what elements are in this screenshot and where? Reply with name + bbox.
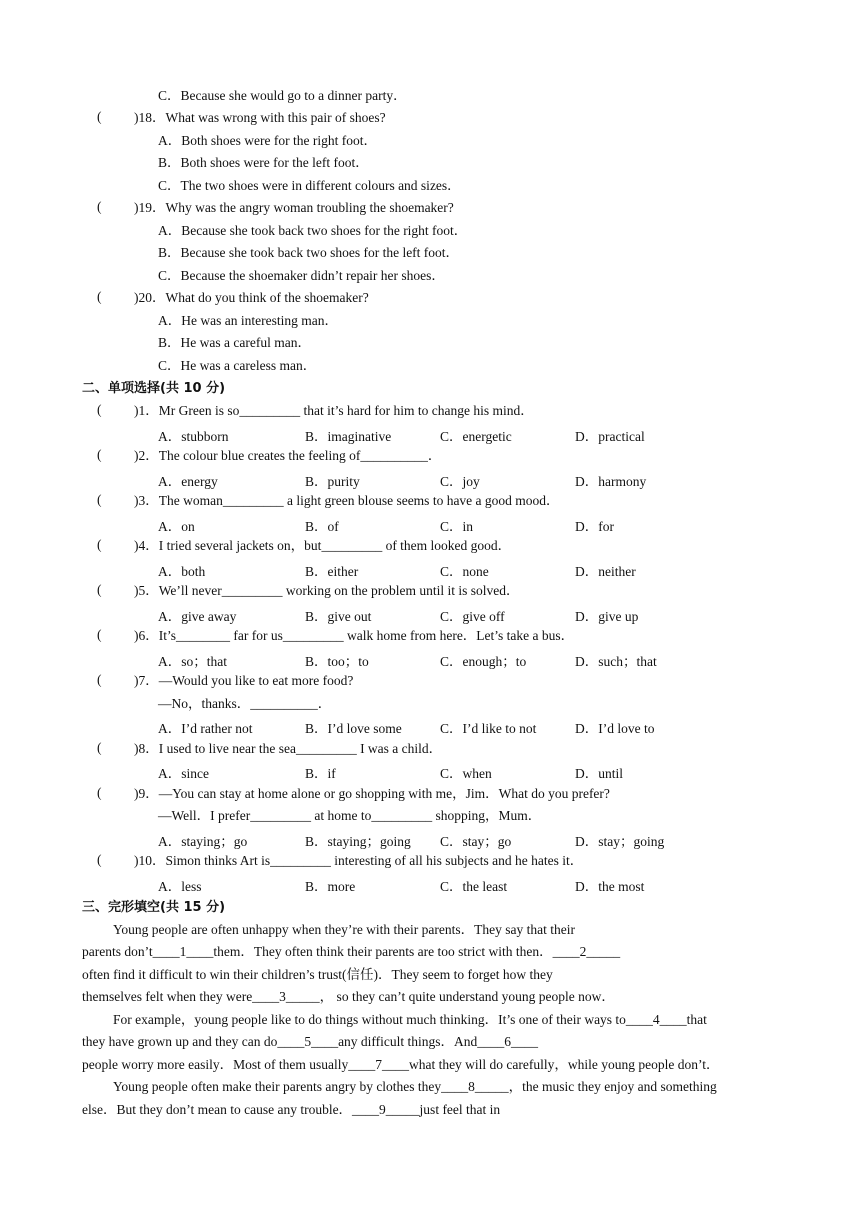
question-19: )19．Why was the angry woman troubling the shoemaker? — [134, 200, 454, 215]
answer-paren[interactable]: ( — [97, 109, 102, 124]
question-8-option-a[interactable]: A．since — [158, 766, 209, 781]
answer-paren[interactable]: ( — [97, 199, 102, 214]
question-10-stem: )10．Simon thinks Art is_________ interesting of all his subjects and he hates it． — [134, 853, 584, 868]
question-10-option-a[interactable]: A．less — [158, 878, 202, 894]
cloze-line-8: Young people often make their parents angry by clothes they____8_____，the music they enjoy and something — [113, 1079, 717, 1094]
section-3-title: 三、完形填空(共 15 分) — [82, 900, 226, 915]
answer-paren[interactable]: ( — [97, 492, 102, 507]
cloze-line-7: people worry more easily．Most of them usually____7____what they will do carefully，while young people don’t． — [82, 1057, 720, 1072]
q19-option-c: C．Because the shoemaker didn’t repair her shoes． — [158, 268, 445, 283]
question-10-option-c[interactable]: C．the least — [440, 878, 508, 894]
question-3-option-d[interactable]: D．for — [575, 518, 614, 534]
question-9-stem-reply: —Well．I prefer_________ at home to_________ shopping，Mum． — [158, 808, 542, 823]
question-9-option-c[interactable]: C．stay；go — [440, 833, 512, 849]
question-4-option-d[interactable]: D．neither — [575, 563, 636, 579]
cloze-line-6: they have grown up and they can do____5____any difficult things．And____6____ — [82, 1034, 539, 1049]
q18-option-a: A．Both shoes were for the right foot． — [158, 133, 377, 148]
question-3-option-b[interactable]: B．of — [305, 518, 339, 534]
question-8-option-c[interactable]: C．when — [440, 766, 492, 781]
question-5-option-d[interactable]: D．give up — [575, 608, 639, 624]
question-2-stem: )2．The colour blue creates the feeling of__________． — [134, 448, 442, 463]
question-20: )20．What do you think of the shoemaker? — [134, 290, 369, 305]
question-7-option-b[interactable]: B．I’d love some — [305, 721, 402, 736]
question-9-option-a[interactable]: A．staying；go — [158, 833, 248, 849]
q19-option-b: B．Because she took back two shoes for the left foot． — [158, 245, 460, 260]
question-10-option-b[interactable]: B．more — [305, 878, 356, 894]
question-7-stem: )7．—Would you like to eat more food? — [134, 673, 354, 688]
question-9-option-d[interactable]: D．stay；going — [575, 833, 665, 849]
cloze-line-5: For example，young people like to do things without much thinking．It’s one of their ways to____4____that — [113, 1012, 707, 1027]
cloze-line-2: parents don’t____1____them．They often think their parents are too strict with then．____2_____ — [82, 944, 621, 959]
question-6-option-a[interactable]: A．so；that — [158, 653, 227, 669]
question-4-stem: )4．I tried several jackets on，but_________ of them looked good． — [134, 538, 512, 553]
answer-paren[interactable]: ( — [97, 582, 102, 597]
q20-option-c: C．He was a careless man． — [158, 358, 317, 373]
question-4-option-b[interactable]: B．either — [305, 563, 359, 579]
answer-paren[interactable]: ( — [97, 447, 102, 462]
q18-option-c: C．The two shoes were in different colours and sizes． — [158, 178, 461, 193]
cloze-line-3: often find it difficult to win their children’s trust(信任)．They seem to forget how they — [82, 967, 553, 982]
question-7-stem-reply: —No，thanks．__________． — [158, 695, 332, 711]
answer-paren[interactable]: ( — [97, 627, 102, 642]
q20-option-b: B．He was a careful man． — [158, 335, 311, 350]
cloze-line-4: themselves felt when they were____3_____， so they can’t quite understand young people now． — [82, 989, 615, 1004]
question-1-option-b[interactable]: B．imaginative — [305, 428, 392, 444]
question-7-option-d[interactable]: D．I’d love to — [575, 721, 655, 736]
question-3-option-a[interactable]: A．on — [158, 518, 195, 534]
cloze-line-9: else．But they don’t mean to cause any trouble．____9_____just feel that in — [82, 1102, 501, 1117]
question-6-stem: )6．It’s________ far for us_________ walk home from here．Let’s take a bus． — [134, 628, 575, 643]
question-7-option-a[interactable]: A．I’d rather not — [158, 721, 253, 736]
answer-paren[interactable]: ( — [97, 537, 102, 552]
question-6-option-b[interactable]: B．too；to — [305, 653, 369, 669]
question-7-option-c[interactable]: C．I’d like to not — [440, 721, 537, 736]
question-8-option-b[interactable]: B．if — [305, 766, 336, 781]
question-5-option-a[interactable]: A．give away — [158, 608, 237, 624]
question-8-option-d[interactable]: D．until — [575, 766, 624, 781]
question-1-stem: )1．Mr Green is so_________ that it’s hard for him to change his mind． — [134, 403, 534, 418]
question-5-option-b[interactable]: B．give out — [305, 608, 372, 624]
question-2-option-b[interactable]: B．purity — [305, 473, 360, 489]
question-4-option-a[interactable]: A．both — [158, 563, 206, 579]
section-2-title: 二、单项选择(共 10 分) — [82, 381, 226, 396]
question-10-option-d[interactable]: D．the most — [575, 878, 645, 894]
q20-option-a: A．He was an interesting man． — [158, 313, 338, 328]
q17-option-c: C．Because she would go to a dinner party． — [158, 88, 407, 103]
question-3-option-c[interactable]: C．in — [440, 518, 474, 534]
question-18: )18．What was wrong with this pair of shoes? — [134, 110, 386, 125]
question-2-option-c[interactable]: C．joy — [440, 473, 480, 489]
question-1-option-a[interactable]: A．stubborn — [158, 428, 229, 444]
question-2-option-d[interactable]: D．harmony — [575, 473, 647, 489]
question-9-option-b[interactable]: B．staying；going — [305, 833, 411, 849]
question-8-stem: )8．I used to live near the sea_________ I was a child． — [134, 740, 443, 756]
question-3-stem: )3．The woman_________ a light green blouse seems to have a good mood． — [134, 493, 560, 508]
question-1-option-c[interactable]: C．energetic — [440, 428, 512, 444]
answer-paren[interactable]: ( — [97, 402, 102, 417]
question-9-stem: )9．—You can stay at home alone or go shopping with me，Jim．What do you prefer? — [134, 785, 610, 801]
question-2-option-a[interactable]: A．energy — [158, 473, 218, 489]
q19-option-a: A．Because she took back two shoes for the right foot． — [158, 223, 468, 238]
answer-paren[interactable]: ( — [97, 784, 102, 800]
answer-paren[interactable]: ( — [97, 672, 102, 687]
answer-paren[interactable]: ( — [97, 739, 102, 755]
answer-paren[interactable]: ( — [97, 852, 102, 867]
question-5-option-c[interactable]: C．give off — [440, 608, 505, 624]
cloze-line-1: Young people are often unhappy when they’re with their parents．They say that their — [113, 922, 575, 937]
question-4-option-c[interactable]: C．none — [440, 563, 489, 579]
question-6-option-d[interactable]: D．such；that — [575, 653, 657, 669]
question-6-option-c[interactable]: C．enough；to — [440, 653, 527, 669]
q18-option-b: B．Both shoes were for the left foot． — [158, 155, 369, 170]
question-5-stem: )5．We’ll never_________ working on the problem until it is solved． — [134, 583, 520, 598]
answer-paren[interactable]: ( — [97, 289, 102, 304]
question-1-option-d[interactable]: D．practical — [575, 428, 645, 444]
